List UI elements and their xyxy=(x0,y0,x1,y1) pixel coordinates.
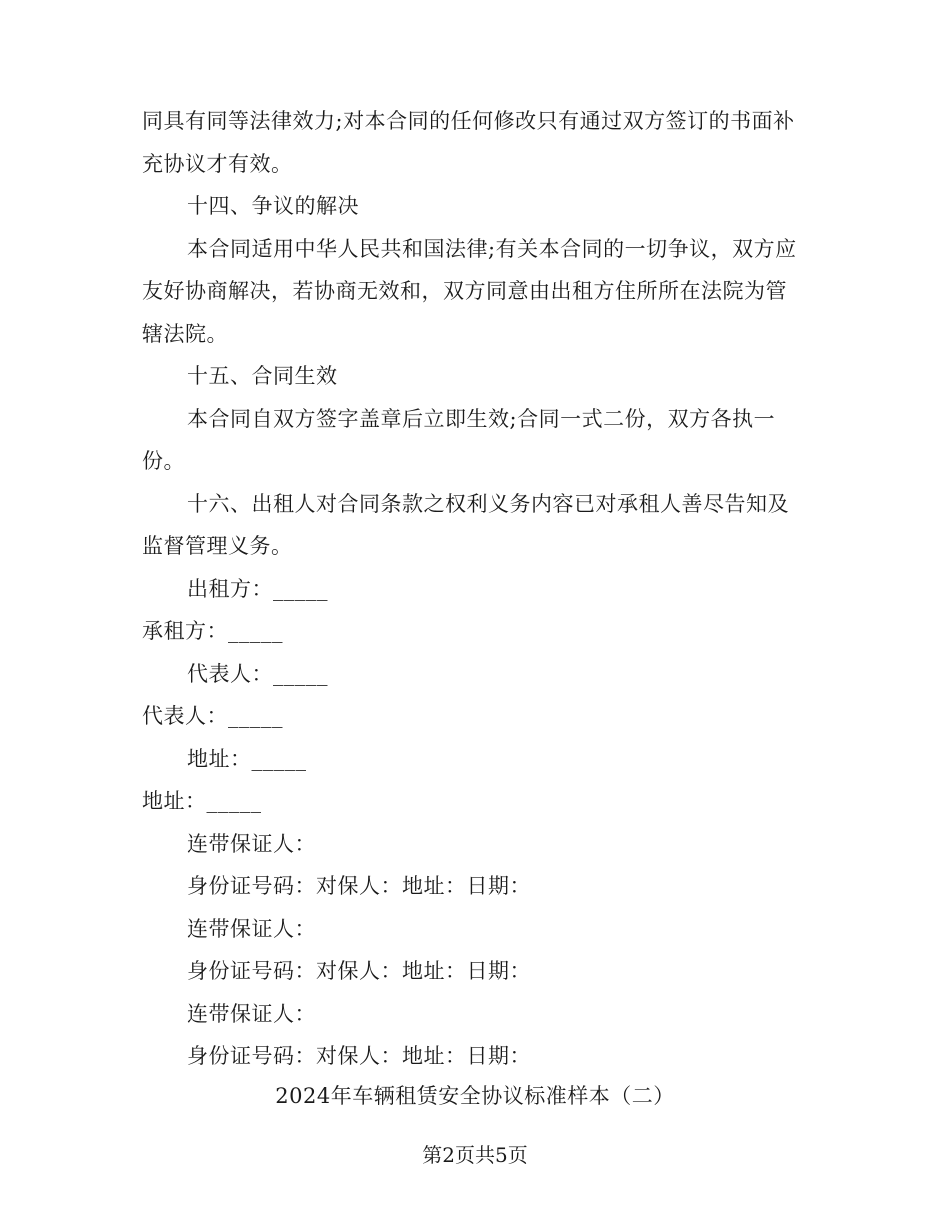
signature-lessee-representative: 代表人：_____ xyxy=(142,704,283,728)
signature-lessor: 出租方：_____ xyxy=(187,576,328,601)
page-indicator: 第2页共5页 xyxy=(422,1143,528,1167)
paragraph-line: 同具有同等法律效力;对本合同的任何修改只有通过双方签订的书面补 xyxy=(142,109,795,133)
guarantor-details: 身份证号码：对保人：地址：日期： xyxy=(187,959,531,983)
section-heading-dispute: 十四、争议的解决 xyxy=(187,194,359,218)
paragraph-line: 充协议才有效。 xyxy=(142,151,293,176)
guarantor-label: 连带保证人： xyxy=(187,916,316,941)
guarantor-details: 身份证号码：对保人：地址：日期： xyxy=(187,874,531,898)
section-heading-effect: 十五、合同生效 xyxy=(187,364,338,388)
paragraph-line: 友好协商解决，若协商无效和，双方同意由出租方住所所在法院为管 xyxy=(142,279,787,303)
paragraph-line: 本合同适用中华人民共和国法律;有关本合同的一切争议，双方应 xyxy=(187,236,797,261)
signature-lessor-address: 地址：_____ xyxy=(187,746,307,771)
guarantor-details: 身份证号码：对保人：地址：日期： xyxy=(187,1044,531,1068)
signature-lessor-representative: 代表人：_____ xyxy=(187,661,328,686)
paragraph-line: 份。 xyxy=(142,449,185,473)
next-section-title: 2024年车辆租赁安全协议标准样本（二） xyxy=(275,1084,675,1108)
paragraph-line: 本合同自双方签字盖章后立即生效;合同一式二份，双方各执一 xyxy=(187,406,776,431)
signature-lessee: 承租方：_____ xyxy=(142,619,283,643)
section-heading-obligations: 十六、出租人对合同条款之权利义务内容已对承租人善尽告知及 xyxy=(187,491,789,516)
paragraph-line: 辖法院。 xyxy=(142,321,228,346)
paragraph-line: 监督管理义务。 xyxy=(142,534,293,558)
guarantor-label: 连带保证人： xyxy=(187,831,316,856)
signature-lessee-address: 地址：_____ xyxy=(142,789,262,813)
document-body xyxy=(142,100,812,1078)
guarantor-label: 连带保证人： xyxy=(187,1001,316,1026)
